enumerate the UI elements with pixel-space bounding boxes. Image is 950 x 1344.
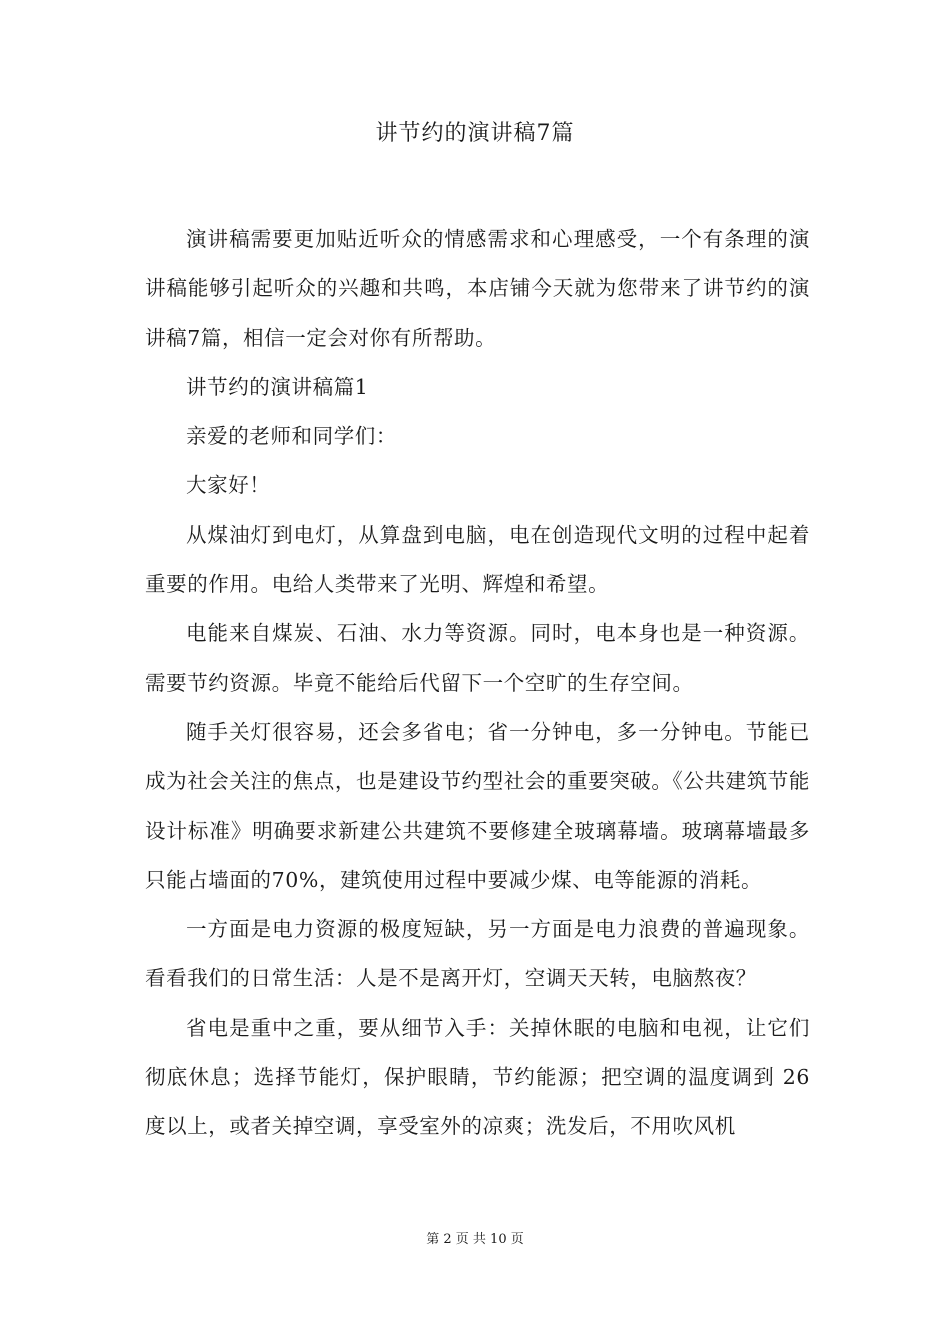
paragraph: 从煤油灯到电灯，从算盘到电脑，电在创造现代文明的过程中起着重要的作用。电给人类带来了光明、辉煌和希望。 <box>145 522 810 597</box>
section-heading: 讲节约的演讲稿篇1 <box>186 374 369 399</box>
paragraph: 电能来自煤炭、石油、水力等资源。同时，电本身也是一种资源。需要节约资源。毕竟不能给后代留下一个空旷的生存空间。 <box>145 621 810 695</box>
salutation: 亲爱的老师和同学们： <box>186 424 397 449</box>
paragraph: 一方面是电力资源的极度短缺，另一方面是电力浪费的普遍现象。看看我们的日常生活：人是不是离开灯，空调天天转，电脑熬夜？ <box>145 917 810 991</box>
paragraph-intro: 演讲稿需要更加贴近听众的情感需求和心理感受，一个有条理的演讲稿能够引起听众的兴趣和共鸣，本店铺今天就为您带来了讲节约的演讲稿7篇，相信一定会对你有所帮助。 <box>145 227 810 350</box>
document-title: 讲节约的演讲稿7篇 <box>375 121 575 146</box>
document-body <box>145 215 810 1152</box>
paragraph: 省电是重中之重，要从细节入手：关掉休眠的电脑和电视，让它们彻底休息；选择节能灯，保护眼睛，节约能源；把空调的温度调到 26 度以上，或者关掉空调，享受室外的凉爽；洗发后，不用吹风机 <box>145 1015 810 1139</box>
paragraph: 随手关灯很容易，还会多省电；省一分钟电，多一分钟电。节能已成为社会关注的焦点，也是建设节约型社会的重要突破。《公共建筑节能设计标准》明确要求新建公共建筑不要修建全玻璃幕墙。玻璃幕墙最多只能占墙面的70%，建筑使用过程中要减少煤、电等能源的消耗。 <box>145 719 810 892</box>
page-footer: 第 2 页 共 10 页 <box>426 1232 524 1247</box>
greeting: 大家好！ <box>186 473 271 498</box>
